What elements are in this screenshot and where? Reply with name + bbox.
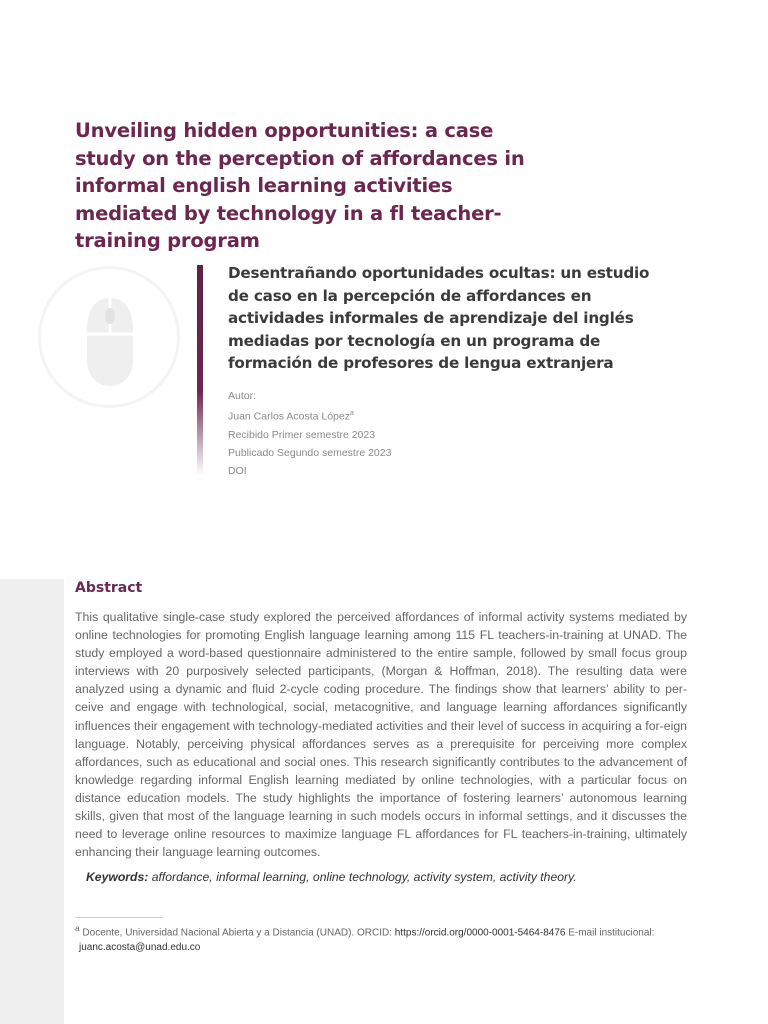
mouse-icon xyxy=(83,296,137,388)
decorative-ring xyxy=(38,266,180,408)
spanish-title: Desentrañando oportunidades ocultas: un estudio de caso en la percepción de affordances en actividades informales de aprendizaje del inglés mediadas por tecnología en un programa de formación de profesores de lengua extranjera xyxy=(228,264,650,372)
author-line xyxy=(228,405,391,426)
author-footnote-mark: a xyxy=(350,410,354,418)
email-label: E-mail institucional: xyxy=(565,927,655,939)
author-label: Autor: xyxy=(228,390,257,402)
doi-label: DOI xyxy=(228,465,247,478)
published-date: Publicado Segundo semestre 2023 xyxy=(228,447,392,460)
author-name: Juan Carlos Acosta López xyxy=(228,410,350,423)
article-metadata xyxy=(228,387,391,481)
keywords-text: affordance, informal learning, online technology, activity system, activity theory. xyxy=(148,870,577,884)
left-side-band xyxy=(0,579,64,1024)
footnote-text: Docente, Universidad Nacional Abierta y a Distancia (UNAD). ORCID: xyxy=(79,927,395,939)
footnote-mark: a xyxy=(75,923,80,933)
footnote-divider xyxy=(75,917,163,918)
abstract-body: This qualitative single-case study explored the perceived affordances of informal activity systems mediated by online technologies for promoting English language learning among 115 FL teachers-in-training at UNAD. The study employed a word-based questionnaire administered to the entire sample, followed by small focus group interviews with 20 purposively selected participants, (Morgan & Hoffman, 2018). The resulting data were analyzed using a dynamic and fluid 2-cycle coding procedure. The findings show that learners’ ability to per-ceive and engage with technological, social, metacognitive, and language learning affordances significantly influences their engagement with technology-mediated activities and their level of success in acquiring a for-eign language. Notably, perceiving physical affordances serves as a prerequisite for perceiving more complex affordances, such as educational and social ones. This research significantly contributes to the advancement of knowledge regarding informal English learning mediated by online technologies, with a particular focus on distance education models. The study highlights the importance of fostering learners’ autonomous learning skills, given that most of the language learning in such models occurs in informal settings, and it discusses the need to leverage online resources to maximize language FL affordances for FL teachers-in-training, ultimately enhancing their language learning outcomes. xyxy=(75,610,687,860)
article-title: Unveiling hidden opportunities: a case study on the perception of affordances in informal english learning activities mediated by technology in a fl teacher-training program xyxy=(75,119,525,252)
keywords-line xyxy=(86,870,577,884)
orcid-link[interactable]: https://orcid.org/0000-0001-5464-8476 xyxy=(394,927,566,939)
keywords-label: Keywords: xyxy=(86,870,149,884)
footnote xyxy=(75,921,687,955)
abstract-heading: Abstract xyxy=(75,580,143,596)
received-date: Recibido Primer semestre 2023 xyxy=(228,428,376,441)
accent-bar xyxy=(197,265,203,475)
email-link[interactable]: juanc.acosta@unad.edu.co xyxy=(79,942,201,954)
